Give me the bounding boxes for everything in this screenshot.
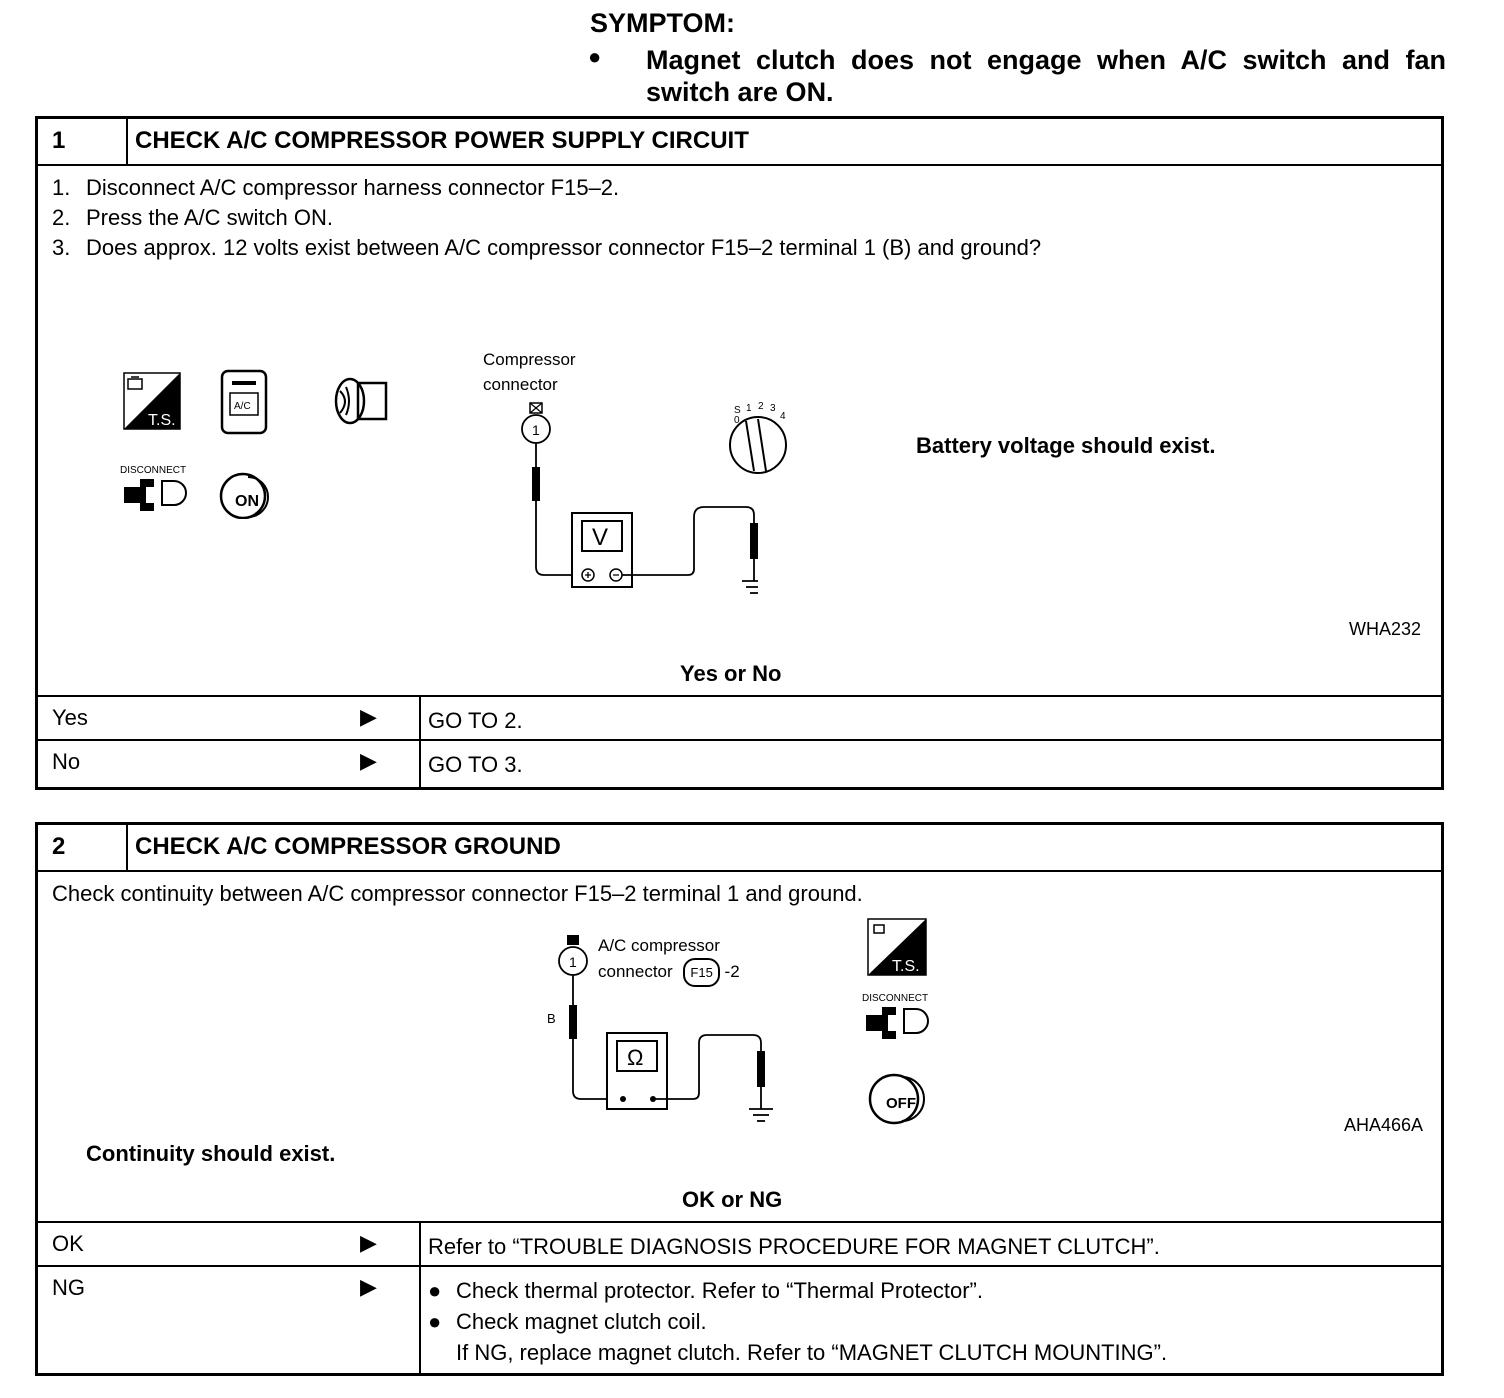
svg-text:Ω: Ω	[627, 1045, 644, 1070]
arrow-icon: ▶	[360, 748, 377, 773]
svg-text:2: 2	[758, 401, 764, 412]
ac-switch-icon	[222, 371, 266, 433]
svg-text:3: 3	[770, 403, 776, 414]
outcome-row-ng	[38, 1265, 1441, 1375]
outcome-row-yes	[38, 695, 1441, 739]
section-2-number: 2	[52, 833, 66, 860]
ts-label: T.S.	[148, 412, 176, 429]
svg-text:ON: ON	[235, 493, 259, 510]
disconnect-icon	[120, 465, 186, 511]
arrow-icon: ▶	[360, 1274, 377, 1299]
svg-text:1: 1	[532, 422, 540, 438]
svg-text:V: V	[592, 524, 609, 551]
outcome-yes-action: GO TO 2.	[428, 708, 523, 733]
connector-id-badge: F15	[683, 958, 719, 987]
svg-text:OFF: OFF	[886, 1095, 916, 1112]
symptom-text: Magnet clutch does not engage when A/C switch and fan switch are ON.	[646, 45, 1446, 107]
svg-text:S: S	[734, 405, 741, 416]
fan-switch-dial-icon	[728, 399, 808, 479]
symptom-bullet: ●	[588, 44, 602, 69]
section-2-instruction: Check continuity between A/C compressor connector F15–2 terminal 1 and ground.	[52, 881, 863, 906]
outcome-yes-label: Yes	[52, 705, 88, 730]
section-2-question: OK or NG	[682, 1187, 783, 1212]
outcome-row-no	[38, 739, 1441, 789]
section-2-result: Continuity should exist.	[86, 1141, 336, 1166]
section-2	[35, 822, 1444, 1376]
section-1-icons	[118, 369, 388, 519]
section-1-result: Battery voltage should exist.	[916, 433, 1216, 458]
svg-text:A/C: A/C	[234, 401, 251, 412]
step-1: 1. Disconnect A/C compressor harness connector F15–2.	[52, 175, 620, 200]
svg-text:DISCONNECT: DISCONNECT	[862, 993, 929, 1004]
outcome-row-ok	[38, 1221, 1441, 1265]
section-1-header	[38, 119, 1441, 166]
section-1-title: CHECK A/C COMPRESSOR POWER SUPPLY CIRCUIT	[135, 127, 749, 154]
ng-action-note: If NG, replace magnet clutch. Refer to “MAGNET CLUTCH MOUNTING”.	[456, 1340, 1168, 1365]
outcome-no-label: No	[52, 749, 81, 774]
ignition-off-icon	[870, 1075, 924, 1123]
step-2: 2. Press the A/C switch ON.	[52, 205, 333, 230]
outcome-ok-label: OK	[52, 1231, 84, 1256]
arrow-icon: ▶	[360, 704, 377, 729]
ts-icon	[124, 373, 180, 429]
section-1-question: Yes or No	[680, 661, 782, 686]
section-2-figure-code: AHA466A	[1344, 1115, 1424, 1135]
section-1	[35, 116, 1444, 790]
section-1-figure-code: WHA232	[1349, 619, 1422, 639]
disconnect-icon	[862, 993, 928, 1039]
arrow-icon: ▶	[360, 1230, 377, 1255]
section-2-title: CHECK A/C COMPRESSOR GROUND	[135, 833, 561, 860]
svg-text:T.S.: T.S.	[892, 958, 920, 975]
ts-icon	[868, 919, 926, 975]
fan-motor-icon	[336, 379, 386, 423]
svg-text:1: 1	[746, 403, 752, 414]
outcome-ng-actions	[428, 1275, 1167, 1368]
svg-text:1: 1	[569, 954, 577, 970]
svg-text:0: 0	[734, 415, 740, 426]
outcome-ok-action: Refer to “TROUBLE DIAGNOSIS PROCEDURE FOR MAGNET CLUTCH”.	[428, 1234, 1160, 1259]
voltage-circuit-diagram	[508, 399, 758, 609]
svg-text:4: 4	[780, 411, 786, 422]
svg-text:B: B	[547, 1011, 556, 1026]
ignition-on-icon	[221, 474, 268, 518]
section-1-number: 1	[52, 127, 66, 154]
ac-compressor-connector-label: A/C compressor connector F15 -2	[598, 933, 740, 987]
step-3: 3. Does approx. 12 volts exist between A/C compressor connector F15–2 terminal 1 (B) and ground?	[52, 235, 1042, 260]
section-2-icons	[858, 915, 958, 1135]
continuity-circuit-diagram	[543, 931, 783, 1129]
outcome-no-action: GO TO 3.	[428, 752, 523, 777]
compressor-connector-label: Compressor connector	[483, 350, 576, 394]
ng-action-1: ● Check thermal protector. Refer to “Thermal Protector”.	[428, 1278, 983, 1303]
disconnect-label: DISCONNECT	[120, 465, 187, 476]
symptom-title: SYMPTOM:	[590, 8, 736, 38]
ng-action-2: ● Check magnet clutch coil.	[428, 1309, 707, 1334]
section-2-header	[38, 825, 1441, 872]
outcome-ng-label: NG	[52, 1275, 85, 1300]
